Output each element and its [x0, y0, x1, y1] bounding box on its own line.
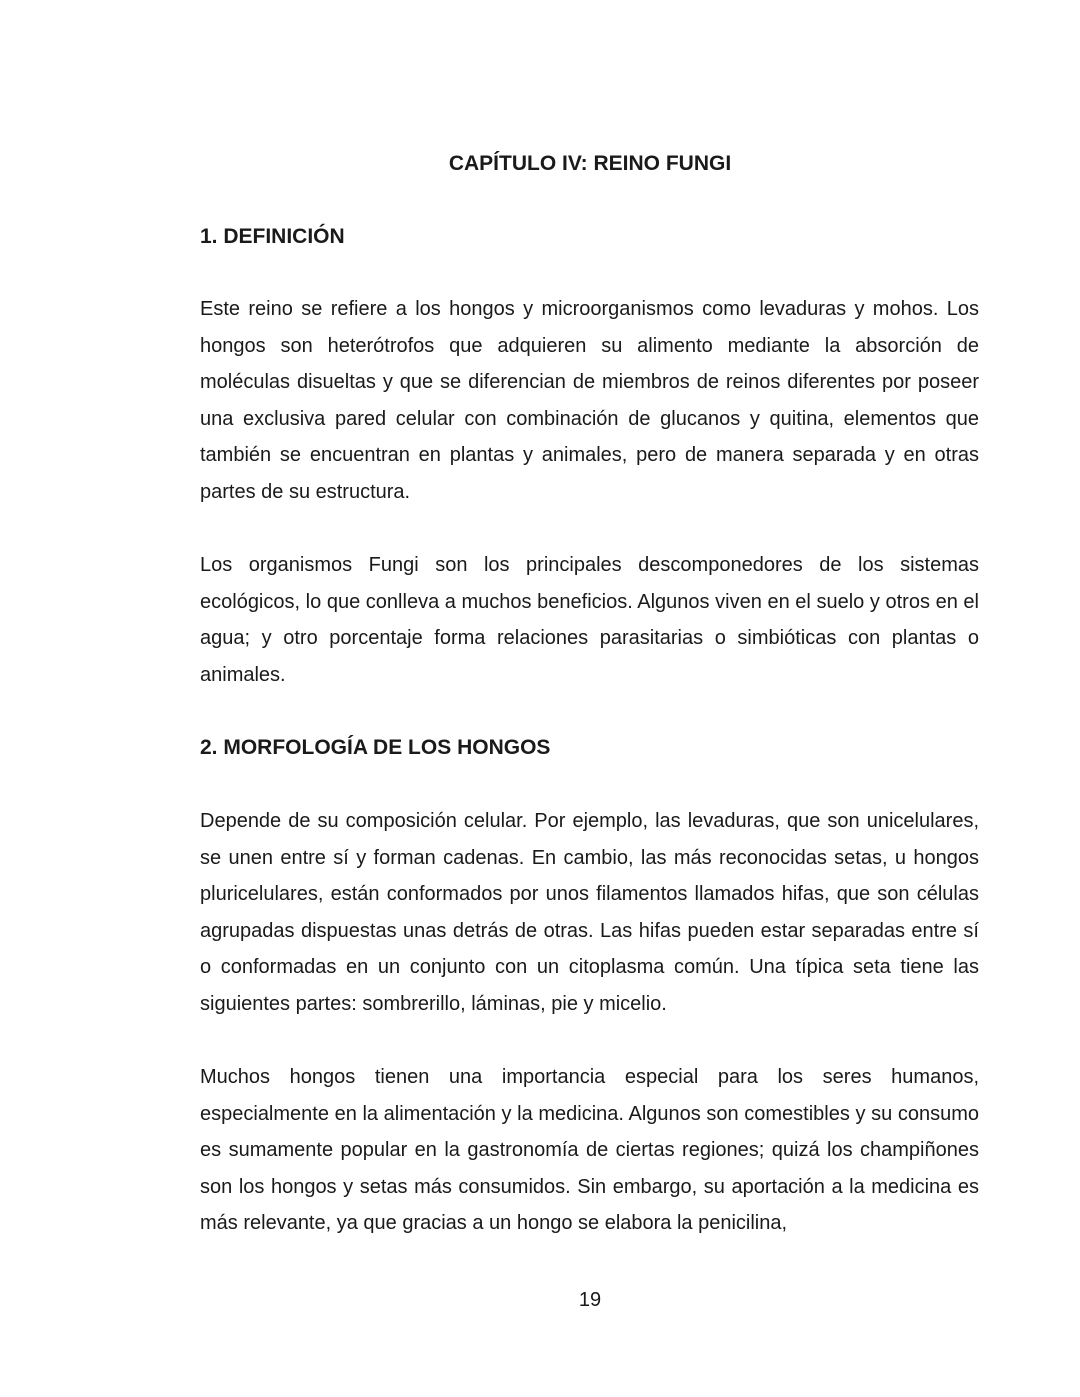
paragraph-morfologia-2: Muchos hongos tienen una importancia especial para los seres humanos, especialmente en la alimentación y la medicina. Algunos son comestibles y su consumo es sumamente popular en la gastronomía de ciertas regiones; quizá los champiñones son los hongos y setas más consumidos. Sin embargo, su aportación a la medicina es más relevante, ya que gracias a un hongo se elabora la penicilina, — [200, 1066, 979, 1235]
paragraph-morfologia-1: Depende de su composición celular. Por ejemplo, las levaduras, que son unicelulares, se unen entre sí y forman cadenas. En cambio, las más reconocidas setas, u hongos pluricelulares, están conformados por unos filamentos llamados hifas, que son células agrupadas dispuestas unas detrás de otras. Las hifas pueden estar separadas entre sí o conformadas en un conjunto con un citoplasma común. Una típica seta tiene las siguientes partes: sombrerillo, láminas, pie y micelio. — [200, 810, 979, 1015]
paragraph-definicion-1: Este reino se refiere a los hongos y microorganismos como levaduras y mohos. Los hongos son heterótrofos que adquieren su alimento mediante la absorción de moléculas disueltas y que se diferencian de miembros de reinos diferentes por poseer una exclusiva pared celular con combinación de glucanos y quitina, elementos que también se encuentran en plantas y animales, pero de manera separada y en otras partes de su estructura. — [200, 298, 979, 503]
section-heading-morfologia: 2. MORFOLOGÍA DE LOS HONGOS — [200, 736, 551, 759]
chapter-title: CAPÍTULO IV: REINO FUNGI — [448, 152, 732, 175]
page-number: 19 — [578, 1289, 602, 1311]
paragraph-definicion-2: Los organismos Fungi son los principales descomponedores de los sistemas ecológicos, lo que conlleva a muchos beneficios. Algunos viven en el suelo y otros en el agua; y otro porcentaje forma relaciones parasitarias o simbióticas con plantas o animales. — [200, 554, 979, 686]
section-heading-definicion: 1. DEFINICIÓN — [200, 225, 345, 248]
